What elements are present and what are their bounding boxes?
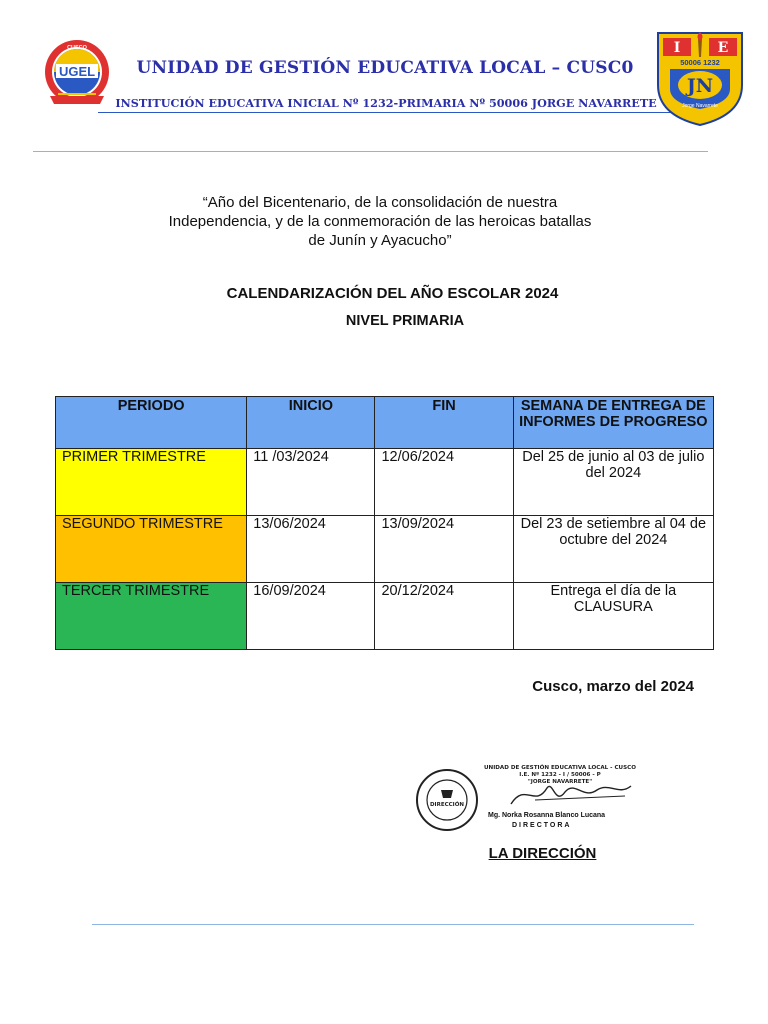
table-row: [56, 583, 714, 650]
period-cell: PRIMER TRIMESTRE: [56, 449, 247, 516]
signatory-name: Mg. Norka Rosanna Blanco Lucana: [488, 812, 606, 819]
signature-line: "JORGE NAVARRETE": [527, 779, 593, 786]
start-date-cell: 13/06/2024: [247, 516, 375, 583]
table-header-row: [56, 397, 714, 449]
handwritten-signature: [505, 778, 635, 812]
header-underline: [98, 112, 674, 113]
signatory-role: DIRECTORA: [512, 822, 572, 829]
shield-monogram: JN: [686, 75, 714, 97]
shield-letter-e: E: [717, 40, 729, 56]
ugel-logo: [42, 38, 112, 110]
end-date-cell: 13/09/2024: [375, 516, 513, 583]
header-subtitle: INSTITUCIÓN EDUCATIVA INICIAL Nº 1232-PRIMARIA Nº 50006 JORGE NAVARRETE: [115, 96, 657, 110]
header-title: UNIDAD DE GESTIÓN EDUCATIVA LOCAL – CUSC0: [136, 58, 634, 78]
report-week-cell: Entrega el día de la CLAUSURA: [513, 583, 713, 650]
report-week-cell: Del 23 de setiembre al 04 de octubre del 2024: [513, 516, 713, 583]
shield-letter-i: I: [673, 40, 681, 56]
official-stamp: [415, 768, 479, 832]
shield-caption: Jorge Navarrete: [682, 103, 718, 109]
period-cell: TERCER TRIMESTRE: [56, 583, 247, 650]
calendar-table: [55, 396, 714, 650]
header-periodo: PERIODO: [56, 397, 247, 449]
stamp-label: DIRECCIÓN: [429, 802, 465, 808]
table-row: [56, 449, 714, 516]
header-semana-entrega: SEMANA DE ENTREGA DE INFORMES DE PROGRESO: [513, 397, 713, 449]
ugel-logo-text: UGEL: [58, 64, 96, 79]
separator-line: [33, 151, 708, 152]
shield-numbers: 50006 1232: [680, 58, 720, 67]
header-inicio: INICIO: [247, 397, 375, 449]
place-and-date: Cusco, marzo del 2024: [532, 678, 694, 695]
table-row: [56, 516, 714, 583]
report-week-cell: Del 25 de junio al 03 de julio del 2024: [513, 449, 713, 516]
year-motto: “Año del Bicentenario, de la consolidación de nuestra Independencia, y de la conmemoración de las heroicas batallas de Junín y Ayacucho”: [168, 194, 592, 249]
end-date-cell: 20/12/2024: [375, 583, 513, 650]
document-subtitle: NIVEL PRIMARIA: [345, 313, 465, 329]
document-title: CALENDARIZACIÓN DEL AÑO ESCOLAR 2024: [226, 285, 559, 302]
period-cell: SEGUNDO TRIMESTRE: [56, 516, 247, 583]
start-date-cell: 11 /03/2024: [247, 449, 375, 516]
end-date-cell: 12/06/2024: [375, 449, 513, 516]
school-shield-logo: [654, 29, 746, 127]
header-fin: FIN: [375, 397, 513, 449]
ugel-logo-arc-text: CUSCO: [67, 45, 87, 51]
signature-line: I.E. Nº 1232 - I / 50006 - P: [519, 772, 601, 779]
footer-separator-line: [92, 924, 694, 925]
signature-line: UNIDAD DE GESTIÓN EDUCATIVA LOCAL - CUSCO: [483, 765, 636, 771]
direction-label: LA DIRECCIÓN: [488, 845, 597, 862]
start-date-cell: 16/09/2024: [247, 583, 375, 650]
